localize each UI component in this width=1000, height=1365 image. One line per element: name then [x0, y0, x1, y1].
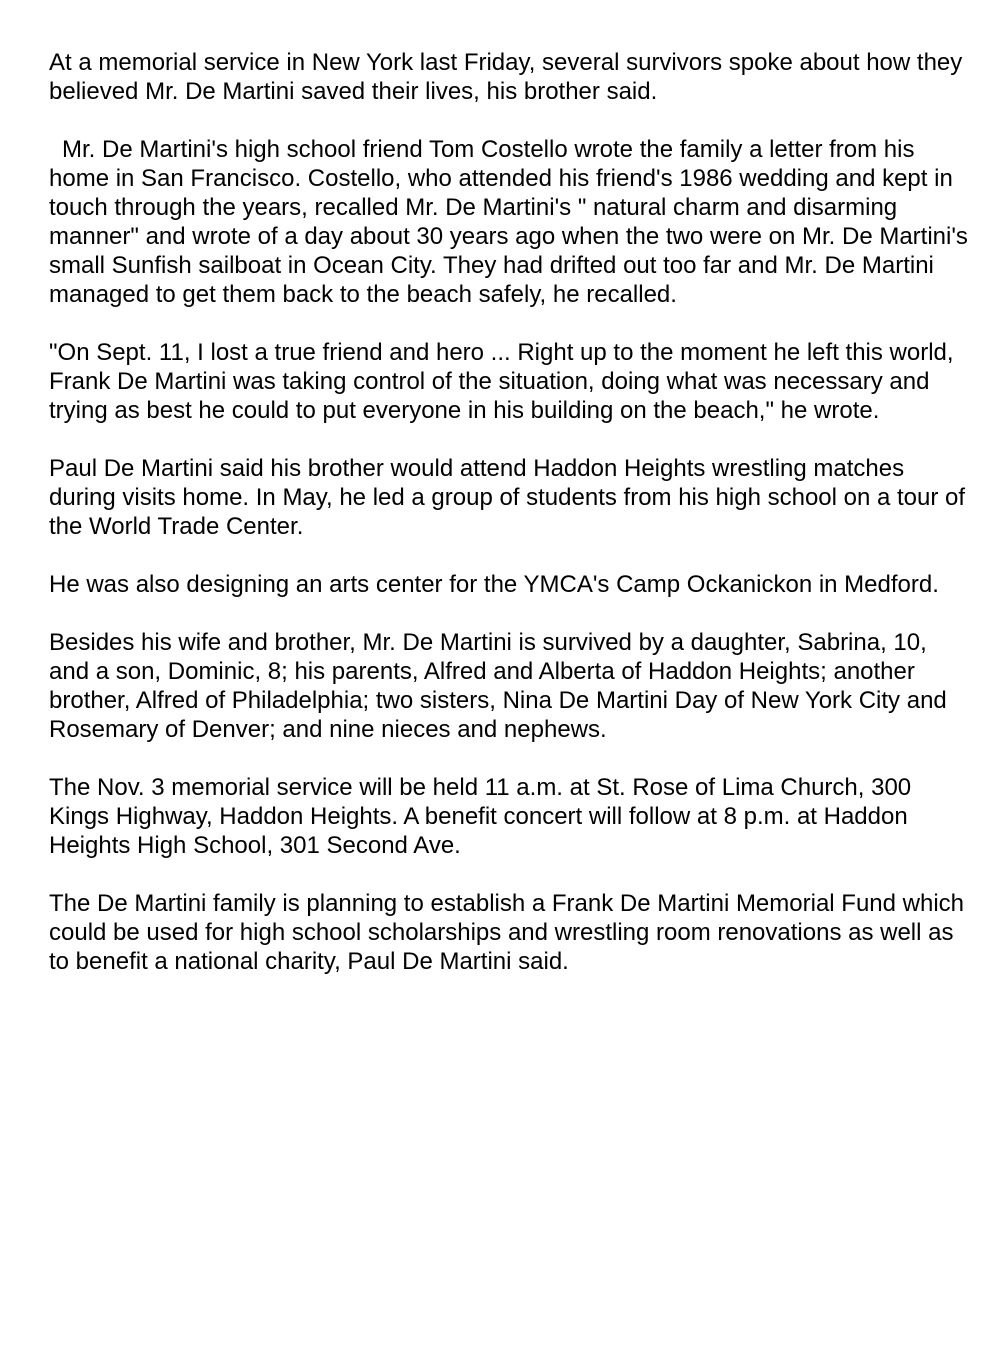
document-body — [49, 48, 969, 1005]
paragraph-memorial-fund: The De Martini family is planning to establish a Frank De Martini Memorial Fund which could be used for high school scholarships and wrestling room renovations as well as to benefit a national charity, Paul De Martini said. — [49, 890, 965, 975]
paragraph-service-details: The Nov. 3 memorial service will be held 11 a.m. at St. Rose of Lima Church, 300 Kings Highway, Haddon Heights. A benefit concert will follow at 8 p.m. at Haddon Heights High School, 301 Second Ave. — [49, 774, 912, 859]
paragraph-survivors: Besides his wife and brother, Mr. De Martini is survived by a daughter, Sabrina, 10, and a son, Dominic, 8; his parents, Alfred and Alberta of Haddon Heights; another brother, Alfred of Philadelphia; two sisters, Nina De Martini Day of New York City and Rosemary of Denver; and nine nieces and nephews. — [49, 629, 947, 743]
paragraph-arts-center: He was also designing an arts center for the YMCA's Camp Ockanickon in Medford. — [49, 571, 939, 598]
paragraph-memorial-service: At a memorial service in New York last Friday, several survivors spoke about how they believed Mr. De Martini saved their lives, his brother said. — [49, 49, 963, 105]
paragraph-quote: "On Sept. 11, I lost a true friend and hero ... Right up to the moment he left this world, Frank De Martini was taking control of the situation, doing what was necessary and trying as best he could to put everyone in his building on the beach," he wrote. — [49, 339, 954, 424]
paragraph-costello-letter: Mr. De Martini's high school friend Tom Costello wrote the family a letter from his home in San Francisco. Costello, who attended his friend's 1986 wedding and kept in touch through the years, recalled Mr. De Martini's " natural charm and disarming manner" and wrote of a day about 30 years ago when the two were on Mr. De Martini's small Sunfish sailboat in Ocean City. They had drifted out too far and Mr. De Martini managed to get them back to the beach safely, he recalled. — [49, 136, 968, 308]
paragraph-wrestling: Paul De Martini said his brother would attend Haddon Heights wrestling matches during visits home. In May, he led a group of students from his high school on a tour of the World Trade Center. — [49, 455, 966, 540]
